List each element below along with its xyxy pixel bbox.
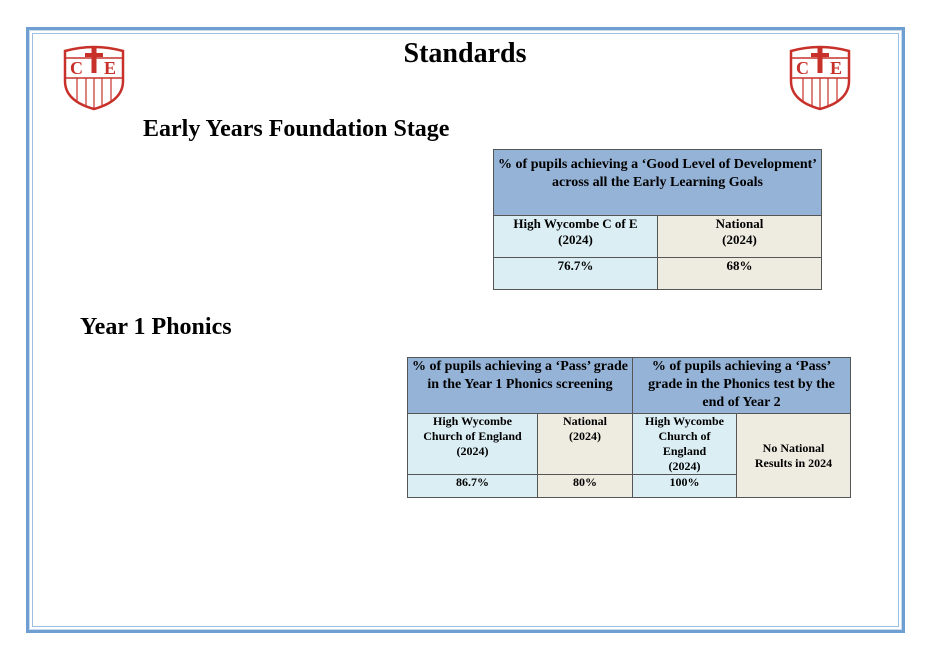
phonics-col1-label-line3: (2024)	[456, 444, 489, 458]
eyfs-school-label-line2: (2024)	[558, 232, 593, 247]
phonics-col1-label-line1: High Wycombe	[432, 414, 512, 428]
eyfs-national-value: 68%	[658, 258, 822, 290]
page-title: Standards	[403, 38, 527, 69]
svg-text:E: E	[104, 58, 117, 78]
phonics-header-year2: % of pupils achieving a ‘Pass’ grade in the Phonics test by the end of Year 2	[633, 358, 851, 414]
phonics-col3-label	[633, 414, 737, 475]
eyfs-national-label	[658, 216, 822, 258]
phonics-col2-label	[538, 414, 633, 475]
phonics-col2-label-line1: National	[562, 414, 607, 428]
phonics-results-table	[407, 357, 851, 498]
svg-text:C: C	[70, 58, 83, 78]
phonics-col3-label-line1: High Wycombe	[644, 414, 724, 428]
phonics-col2-label-line2: (2024)	[569, 429, 601, 443]
eyfs-results-table	[493, 149, 822, 290]
school-crest-logo-right	[787, 41, 853, 111]
eyfs-national-label-line2: (2024)	[722, 232, 757, 247]
svg-text:C: C	[796, 58, 809, 78]
phonics-col4-label	[737, 414, 851, 498]
phonics-col3-label-line2: Church of	[658, 429, 711, 443]
phonics-col4-label-line1: No National	[762, 440, 825, 455]
svg-text:E: E	[830, 58, 843, 78]
eyfs-heading: Early Years Foundation Stage	[143, 116, 450, 142]
phonics-col3-label-line4: (2024)	[668, 459, 701, 473]
phonics-col1-label	[408, 414, 538, 475]
eyfs-national-label-line1: National	[715, 216, 764, 231]
eyfs-school-value: 76.7%	[494, 258, 658, 290]
phonics-col2-value: 80%	[538, 475, 633, 498]
eyfs-table-header: % of pupils achieving a ‘Good Level of Development’ across all the Early Learning Goals	[494, 150, 822, 216]
phonics-heading: Year 1 Phonics	[80, 314, 232, 340]
phonics-col1-label-line2: Church of England	[423, 429, 522, 443]
school-crest-logo-left	[61, 41, 127, 111]
phonics-col1-value: 86.7%	[408, 475, 538, 498]
phonics-col4-label-line2: Results in 2024	[754, 455, 833, 470]
phonics-header-year1: % of pupils achieving a ‘Pass’ grade in the Year 1 Phonics screening	[408, 358, 633, 414]
phonics-col3-label-line3: England	[662, 444, 707, 458]
phonics-col3-value: 100%	[633, 475, 737, 498]
eyfs-school-label-line1: High Wycombe C of E	[513, 216, 638, 231]
eyfs-school-label	[494, 216, 658, 258]
